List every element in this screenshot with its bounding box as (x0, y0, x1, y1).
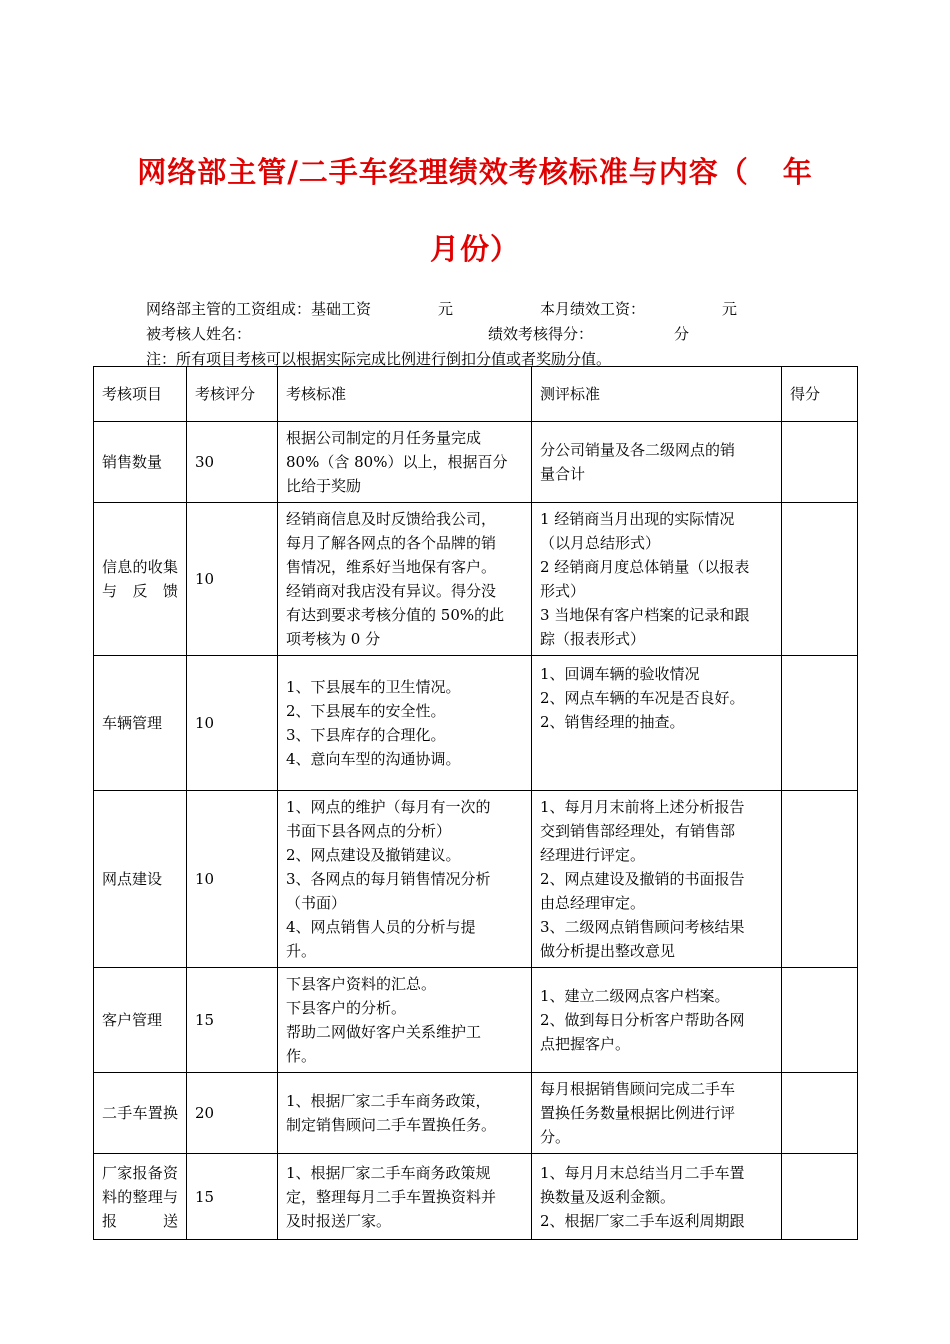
cell-points (782, 656, 858, 791)
cell-points (782, 968, 858, 1073)
cell-score: 15 (187, 1154, 278, 1240)
title-year: 年 (782, 155, 813, 189)
standard-line: 3、下县库存的合理化。 (286, 726, 446, 744)
standard-line: （书面） (286, 894, 347, 912)
cell-standard (278, 791, 532, 968)
salary-label: 网络部主管的工资组成：基础工资 (146, 300, 372, 318)
eval-line: 3 当地保有客户档案的记录和跟 (540, 606, 750, 624)
eval-line: 1、建立二级网点客户档案。 (540, 987, 730, 1005)
standard-line: 有达到要求考核分值的 50%的此 (286, 606, 505, 624)
cell-eval (532, 968, 782, 1073)
standard-line: 售情况，维系好当地保有客户。 (286, 558, 497, 576)
cell-eval (532, 656, 782, 791)
cell-points (782, 1154, 858, 1240)
standard-line: 作。 (286, 1047, 317, 1065)
cell-score: 15 (187, 968, 278, 1073)
eval-line: 量合计 (540, 465, 586, 483)
eval-line: 1、每月月末前将上述分析报告 (540, 798, 745, 816)
cell-item: 二手车置换 (94, 1073, 187, 1154)
eval-line: 分。 (540, 1128, 571, 1146)
standard-line: 每月了解各网点的各个品牌的销 (286, 534, 497, 552)
table-row (94, 656, 858, 791)
eval-line: 1、回调车辆的验收情况 (540, 665, 700, 683)
header-eval: 测评标准 (532, 367, 782, 422)
cell-score: 10 (187, 791, 278, 968)
eval-line: 2、销售经理的抽查。 (540, 713, 685, 731)
table-row (94, 791, 858, 968)
standard-line: 80%（含 80%）以上，根据百分 (286, 453, 508, 471)
standard-line: 经销商对我店没有异议。得分没 (286, 582, 497, 600)
standard-line: 定，整理每月二手车置换资料并 (286, 1187, 497, 1206)
eval-line: 2、网点车辆的车况是否良好。 (540, 689, 745, 707)
cell-score: 20 (187, 1073, 278, 1154)
eval-line: （以月总结形式） (540, 534, 661, 552)
perf-salary-label: 本月绩效工资： (540, 300, 646, 318)
cell-standard (278, 503, 532, 656)
cell-standard (278, 1154, 532, 1240)
table-row (94, 968, 858, 1073)
header-score: 考核评分 (187, 367, 278, 422)
header-item: 考核项目 (94, 367, 187, 422)
cell-eval (532, 1073, 782, 1154)
eval-line: 分公司销量及各二级网点的销 (540, 441, 736, 459)
eval-line: 交到销售部经理处，有销售部 (540, 822, 736, 840)
header-standard: 考核标准 (278, 367, 532, 422)
standard-line: 1、根据厂家二手车商务政策， (286, 1092, 491, 1110)
standard-line: 项考核为 0 分 (286, 630, 381, 648)
cell-points (782, 503, 858, 656)
eval-line: 换数量及返利金额。 (540, 1187, 676, 1206)
standard-line: 4、网点销售人员的分析与提 (286, 918, 476, 936)
standard-line: 2、下县展车的安全性。 (286, 702, 446, 720)
standard-line: 制定销售顾问二手车置换任务。 (286, 1116, 497, 1134)
cell-points (782, 422, 858, 503)
standard-line: 下县客户资料的汇总。 (286, 975, 437, 993)
standard-line: 1、下县展车的卫生情况。 (286, 678, 461, 696)
eval-line: 踪（报表形式） (540, 630, 646, 648)
cell-item: 客户管理 (94, 968, 187, 1073)
eval-line: 1 经销商当月出现的实际情况 (540, 510, 735, 528)
eval-line: 3、二级网点销售顾问考核结果 (540, 918, 745, 936)
cell-standard (278, 968, 532, 1073)
cell-points (782, 1073, 858, 1154)
cell-eval (532, 1154, 782, 1240)
cell-score: 10 (187, 503, 278, 656)
cell-item: 厂家报备资料的整理与报送 (94, 1154, 187, 1240)
standard-line: 3、各网点的每月销售情况分析 (286, 870, 491, 888)
table-row (94, 503, 858, 656)
eval-line: 2、根据厂家二手车返利周期跟 (540, 1211, 745, 1230)
table-row (94, 1154, 858, 1240)
standard-line: 及时报送厂家。 (286, 1211, 392, 1230)
name-label: 被考核人姓名： (146, 325, 252, 343)
standard-line: 1、根据厂家二手车商务政策规 (286, 1163, 491, 1182)
cell-eval (532, 422, 782, 503)
fen-unit: 分 (674, 325, 690, 343)
eval-line: 由总经理审定。 (540, 894, 646, 912)
table-row (94, 422, 858, 503)
score-label: 绩效考核得分： (488, 325, 594, 343)
eval-line: 形式） (540, 582, 586, 600)
eval-line: 2 经销商月度总体销量（以报表 (540, 558, 750, 576)
standard-line: 帮助二网做好客户关系维护工 (286, 1023, 482, 1041)
eval-line: 置换任务数量根据比例进行评 (540, 1104, 736, 1122)
cell-score: 30 (187, 422, 278, 503)
cell-item: 网点建设 (94, 791, 187, 968)
assessment-table (93, 366, 858, 1240)
eval-line: 做分析提出整改意见 (540, 942, 676, 960)
cell-standard (278, 656, 532, 791)
eval-line: 点把握客户。 (540, 1035, 631, 1053)
standard-line: 下县客户的分析。 (286, 999, 407, 1017)
yuan-unit-2: 元 (722, 300, 738, 318)
eval-line: 每月根据销售顾问完成二手车 (540, 1080, 736, 1098)
standard-line: 经销商信息及时反馈给我公司， (286, 510, 497, 528)
table-row (94, 1073, 858, 1154)
cell-score: 10 (187, 656, 278, 791)
eval-line: 2、做到每日分析客户帮助各网 (540, 1011, 745, 1029)
cell-item: 信息的收集与反馈 (94, 503, 187, 656)
standard-line: 2、网点建设及撤销建议。 (286, 846, 461, 864)
standard-line: 1、网点的维护（每月有一次的 (286, 798, 491, 816)
title-main: 网络部主管/二手车经理绩效考核标准与内容（ (137, 155, 749, 189)
document-title-line1 (95, 150, 855, 191)
cell-points (782, 791, 858, 968)
eval-line: 经理进行评定。 (540, 846, 646, 864)
yuan-unit-1: 元 (438, 300, 454, 318)
standard-line: 书面下县各网点的分析） (286, 822, 452, 840)
header-points: 得分 (782, 367, 858, 422)
note: 注：所有项目考核可以根据实际完成比例进行倒扣分值或者奖励分值。 (146, 350, 612, 368)
standard-line: 根据公司制定的月任务量完成 (286, 429, 482, 447)
cell-item: 销售数量 (94, 422, 187, 503)
standard-line: 比给于奖励 (286, 477, 362, 495)
standard-line: 4、意向车型的沟通协调。 (286, 750, 461, 768)
standard-line: 升。 (286, 942, 317, 960)
header-row (94, 367, 858, 422)
eval-line: 2、网点建设及撤销的书面报告 (540, 870, 745, 888)
cell-eval (532, 503, 782, 656)
cell-item: 车辆管理 (94, 656, 187, 791)
cell-eval (532, 791, 782, 968)
cell-standard (278, 422, 532, 503)
document-title-line2: 月份） (429, 232, 520, 266)
cell-standard (278, 1073, 532, 1154)
eval-line: 1、每月月末总结当月二手车置 (540, 1163, 745, 1182)
